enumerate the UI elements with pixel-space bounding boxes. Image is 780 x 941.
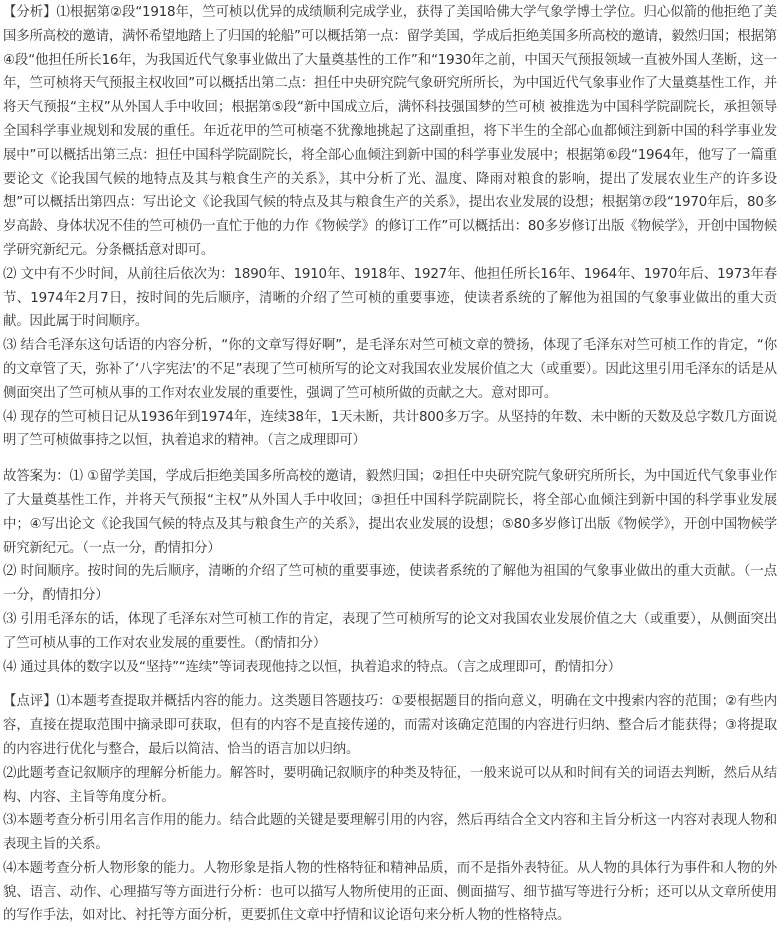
analysis-section <box>3 1 777 453</box>
answer-section <box>3 465 777 679</box>
answer-paragraph-1: 故答案为：⑴ ①留学美国，学成后拒绝美国多所高校的邀请，毅然归国；②担任中央研究院气象研究所所长，为中国近代气象事业作了大量奠基性工作，并将天气预报“主权”从外国人手中收回；③担任中国科学院副院长，将全部心血倾注到新中国的科学事业发展中；④写出论文《论我国气候的特点及其与粮食生产的关系》，提出农业发展的设想；⑤80多岁修订出版《物候学》，开创中国物候学研究新纪元。（一点一分，酌情扣分） <box>3 469 777 556</box>
answer-paragraph-4: ⑷ 通过具体的数字以及“坚持”“连续”等词表现他持之以恒，执着追求的特点。（言之成理即可，酌情扣分） <box>3 659 621 675</box>
comment-paragraph-3: ⑶本题考查分析引用名言作用的能力。结合此题的关键是要理解引用的内容，然后再结合全文内容和主旨分析这一内容对表现人物和表现主旨的关系。 <box>3 813 777 853</box>
answer-paragraph-3: ⑶ 引用毛泽东的话，体现了毛泽东对竺可桢工作的肯定，表现了竺可桢所写的论文对我国农业发展价值之大（或重要），从侧面突出了竺可桢从事的工作对农业发展的重要性。（酌情扣分） <box>3 611 777 651</box>
analysis-paragraph-2: ⑵ 文中有不少时间，从前往后依次为：1890年、1910年、1918年、1927年、他担任所长16年、1964年、1970年后、1973年春节、1974年2月7日，按时间的先后顺序，清晰的介绍了竺可桢的重要事迹，使读者系统的了解他为祖国的气象事业做出的重大贡献。因此属于时间顺序。 <box>3 266 777 330</box>
analysis-paragraph-3: ⑶ 结合毛泽东这句话语的内容分析，“你的文章写得好啊”，是毛泽东对竺可桢文章的赞扬，体现了毛泽东对竺可桢工作的肯定，“你的文章管了天，弥补了‘八字宪法’的不足”表现了竺可桢所写的论文对我国农业发展价值之大（或重要）。因此这里引用毛泽东的话是从侧面突出了竺可桢从事的工作对农业发展的重要性，强调了竺可桢所做的贡献之大。意对即可。 <box>3 338 777 401</box>
comment-paragraph-2: ⑵此题考查记叙顺序的理解分析能力。解答时，要明确记叙顺序的种类及特征，一般来说可以从和时间有关的词语去判断，然后从结构、内容、主旨等角度分析。 <box>3 765 777 805</box>
comment-paragraph-4: ⑷本题考查分析人物形象的能力。人物形象是指人物的性格特征和精神品质，而不是指外表特征。从人物的具体行为事件和人物的外貌、语言、动作、心理描写等方面进行分析：也可以描写人物所使用的正面、侧面描写、细节描写等进行分析；还可以从文章所使用的写作手法，如对比、衬托等方面分析，更要抓住文章中抒情和议论语句来分析人物的性格特点。 <box>3 860 777 924</box>
comment-paragraph-1: 【点评】⑴本题考查提取并概括内容的能力。这类题目答题技巧：①要根据题目的指向意义，明确在文中搜索内容的范围；②有些内容，直接在提取范围中摘录即可获取，但有的内容不是直接传递的，而需对该确定范围的内容进行归纳、整合后才能获得；③将提取的内容进行优化与整合，最后以简洁、恰当的语言加以归纳。 <box>3 694 777 757</box>
analysis-paragraph-4: ⑷ 现存的竺可桢日记从1936年到1974年，连续38年，1天未断，共计800多万字。从坚持的年数、未中断的天数及总字数几方面说明了竺可桢做事持之以恒，执着追求的精神。（言之成理即可） <box>3 409 777 449</box>
analysis-paragraph-1: 【分析】⑴根据第②段“1918年，竺可桢以优异的成绩顺利完成学业，获得了美国哈佛大学气象学博士学位。归心似箭的他拒绝了美国多所高校的邀请，满怀希望地踏上了归国的轮船”可以概括第一点：留学美国，学成后拒绝美国多所高校的邀请，毅然归国；根据第④段“他担任所长16年，为我国近代气象事业做出了大量奠基性的工作”和“1930年之前，中国天气预报领域一直被外国人垄断，这一年，竺可桢将天气预报主权收回”可以概括出第二点：担任中央研究院气象研究所所长，为中国近代气象事业作了大量奠基性工作，并将天气预报“主权”从外国人手中收回；根据第⑤段“新中国成立后，满怀科技强国梦的竺可桢 被推选为中国科学院副院长，承担领导全国科学事业规划和发展的重任。年近花甲的竺可桢毫不犹豫地挑起了这副重担，将下半生的全部心血都倾注到新中国的科学事业发展中”可以概括出第三点：担任中国科学院副院长，将全部心血倾注到新中国的科学事业发展中；根据第⑥段“1964年，他写了一篇重要论文《论我国气候的地特点及其与粮食生产的关系》，其中分析了光、温度、降雨对粮食的影响，提出了发展农业生产的许多设想”可以概括出第四点：写出论文《论我国气候的特点及其与粮食生产的关系》，提出农业发展的设想；根据第⑦段“1970年后，80多岁高龄、身体状况不佳的竺可桢仍一直忙于他的力作《物候学》的修订工作”可以概括出：80多岁修订出版《物候学》，开创中国物候学研究新纪元。分条概括意对即可。 <box>3 5 777 258</box>
comment-section <box>3 690 777 928</box>
answer-paragraph-2: ⑵ 时间顺序。按时间的先后顺序，清晰的介绍了竺可桢的重要事迹，使读者系统的了解他为祖国的气象事业做出的重大贡献。（一点一分，酌情扣分） <box>3 564 777 604</box>
